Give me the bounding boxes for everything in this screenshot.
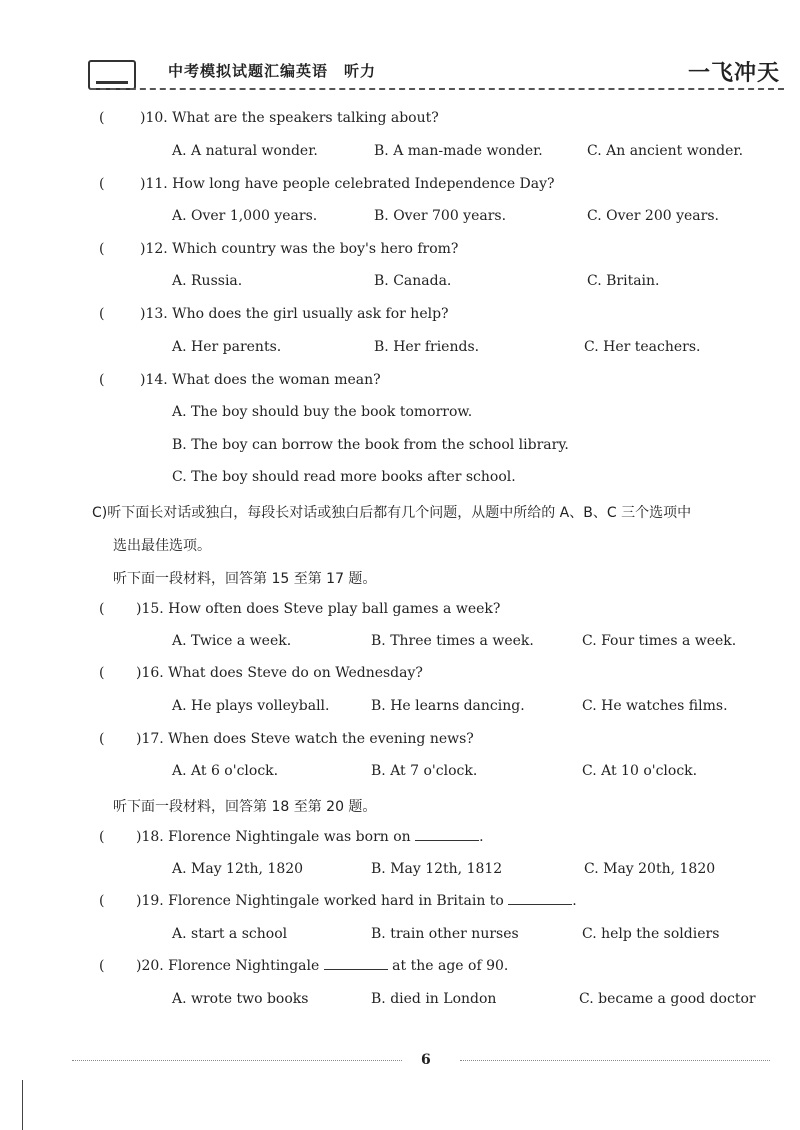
option-a: A. The boy should buy the book tomorrow.: [172, 404, 473, 420]
answer-blank: [324, 958, 388, 970]
header-brand: 一飞冲天: [687, 60, 780, 86]
answer-paren: (: [99, 731, 105, 747]
answer-paren: (: [99, 306, 105, 322]
page-number: 6: [421, 1052, 431, 1068]
answer-paren: (: [99, 829, 105, 845]
question-end: .: [479, 829, 484, 845]
section-c-instruction-cont: 选出最佳选项。: [113, 538, 211, 554]
option-c: C. Four times a week.: [582, 633, 737, 649]
answer-blank: [415, 829, 479, 841]
question-text: )18. Florence Nightingale was born on: [136, 829, 411, 845]
question-16: )16. What does Steve do on Wednesday?: [136, 665, 423, 681]
option-a: A. May 12th, 1820: [172, 861, 304, 877]
option-a: A. A natural wonder.: [172, 143, 318, 159]
footer-divider-left: [72, 1060, 402, 1061]
option-c: C. May 20th, 1820: [584, 861, 716, 877]
question-12: )12. Which country was the boy's hero from?: [140, 241, 459, 257]
question-text: )19. Florence Nightingale worked hard in Britain to: [136, 893, 504, 909]
answer-paren: (: [99, 893, 105, 909]
question-17: )17. When does Steve watch the evening news?: [136, 731, 474, 747]
question-end: .: [572, 893, 577, 909]
option-b: B. A man-made wonder.: [374, 143, 543, 159]
question-19: [136, 893, 577, 909]
question-14: )14. What does the woman mean?: [140, 372, 381, 388]
header-divider: [90, 88, 784, 90]
option-c: C. help the soldiers: [582, 926, 720, 942]
book-logo-icon: [88, 60, 136, 90]
option-b: B. At 7 o'clock.: [371, 763, 478, 779]
question-11: )11. How long have people celebrated Independence Day?: [140, 176, 555, 192]
option-c: C. Her teachers.: [584, 339, 701, 355]
answer-paren: (: [99, 110, 105, 126]
option-a: A. start a school: [172, 926, 288, 942]
option-a: A. Over 1,000 years.: [172, 208, 318, 224]
question-15: )15. How often does Steve play ball games a week?: [136, 601, 501, 617]
question-10: )10. What are the speakers talking about?: [140, 110, 439, 126]
question-text: )20. Florence Nightingale: [136, 958, 320, 974]
margin-line: [22, 1080, 23, 1130]
option-c: C. An ancient wonder.: [587, 143, 744, 159]
option-a: A. wrote two books: [172, 991, 309, 1007]
answer-paren: (: [99, 665, 105, 681]
option-c: C. became a good doctor: [579, 991, 756, 1007]
group-instruction: 听下面一段材料，回答第 15 至第 17 题。: [113, 571, 377, 587]
section-c-instruction: C)听下面长对话或独白，每段长对话或独白后都有几个问题，从题中所给的 A、B、C 三个选项中: [92, 505, 692, 521]
option-b: B. train other nurses: [371, 926, 519, 942]
question-18: [136, 829, 484, 845]
question-20: [136, 958, 508, 974]
option-b: B. died in London: [371, 991, 497, 1007]
option-c: C. Britain.: [587, 273, 660, 289]
footer-divider-right: [460, 1060, 770, 1061]
answer-paren: (: [99, 372, 105, 388]
option-b: B. The boy can borrow the book from the school library.: [172, 437, 569, 453]
option-c: C. He watches films.: [582, 698, 728, 714]
header-title: 中考模拟试题汇编英语 听力: [168, 62, 377, 80]
answer-paren: (: [99, 601, 105, 617]
option-b: B. Three times a week.: [371, 633, 534, 649]
answer-paren: (: [99, 176, 105, 192]
option-b: B. Canada.: [374, 273, 452, 289]
option-c: C. Over 200 years.: [587, 208, 719, 224]
option-a: A. Her parents.: [172, 339, 282, 355]
option-a: A. Twice a week.: [172, 633, 292, 649]
option-b: B. May 12th, 1812: [371, 861, 503, 877]
option-c: C. At 10 o'clock.: [582, 763, 698, 779]
question-13: )13. Who does the girl usually ask for help?: [140, 306, 449, 322]
option-b: B. Her friends.: [374, 339, 480, 355]
answer-paren: (: [99, 958, 105, 974]
option-a: A. At 6 o'clock.: [172, 763, 279, 779]
option-a: A. Russia.: [172, 273, 243, 289]
page-header: [88, 52, 788, 92]
answer-blank: [508, 893, 572, 905]
option-b: B. Over 700 years.: [374, 208, 507, 224]
group-instruction: 听下面一段材料，回答第 18 至第 20 题。: [113, 799, 377, 815]
question-rest: at the age of 90.: [392, 958, 509, 974]
option-c: C. The boy should read more books after school.: [172, 469, 516, 485]
option-a: A. He plays volleyball.: [172, 698, 330, 714]
answer-paren: (: [99, 241, 105, 257]
option-b: B. He learns dancing.: [371, 698, 525, 714]
